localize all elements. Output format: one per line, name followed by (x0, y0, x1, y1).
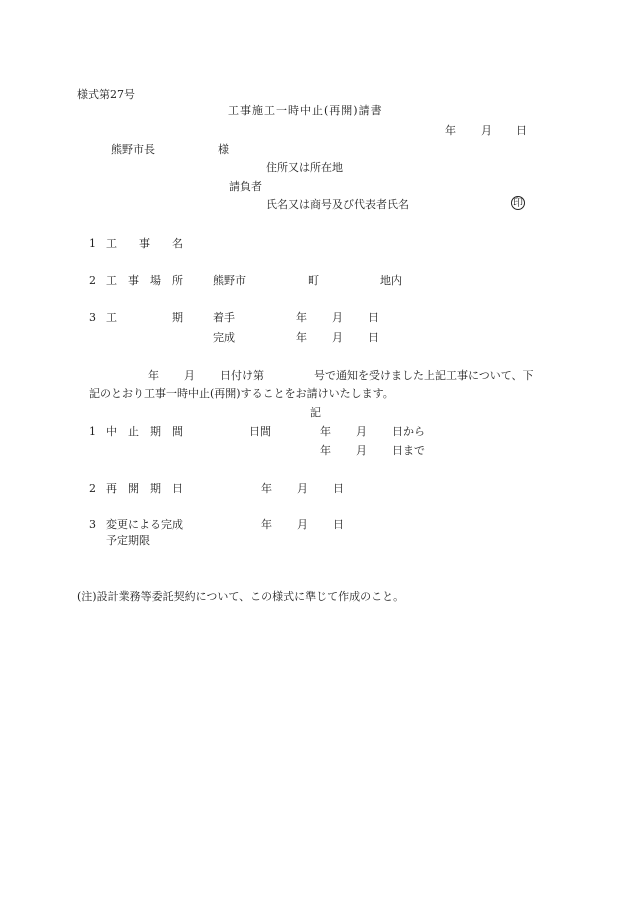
detail-label-resume-date: 再 開 期 日 (106, 482, 183, 495)
suspension-days: 日間 (249, 425, 271, 438)
notice-text-line2: 記のとおり工事一時中止(再開)することをお請けいたします。 (89, 387, 394, 400)
resume-day: 日 (333, 482, 344, 495)
start-year: 年 (296, 311, 307, 324)
addressee-honorific: 様 (218, 143, 229, 156)
date-year: 年 (445, 124, 456, 137)
end-day: 日 (368, 331, 379, 344)
form-number: 様式第27号 (77, 88, 135, 101)
site-town: 町 (308, 274, 319, 287)
date-month: 月 (481, 124, 492, 137)
from-day: 日から (392, 425, 425, 438)
addressee-name: 熊野市長 (111, 143, 155, 156)
item-number: 3 (89, 311, 96, 324)
detail-label-completion: 変更による完成 (106, 518, 183, 531)
completion-month: 月 (297, 518, 308, 531)
site-area: 地内 (380, 274, 402, 287)
item-label-construction-site: 工 事 場 所 (106, 274, 183, 287)
notice-date-label: 日付け第 (220, 369, 264, 382)
contractor-role-label: 請負者 (229, 180, 262, 193)
ki-heading: 記 (310, 406, 321, 419)
from-month: 月 (356, 425, 367, 438)
contractor-address-label: 住所又は所在地 (266, 161, 343, 174)
notice-text-line1: 号で通知を受けました上記工事について、下 (314, 369, 534, 382)
footnote: (注)設計業務等委託契約について、この様式に準じて作成のこと。 (77, 590, 405, 603)
item-number: 1 (89, 237, 96, 250)
period-start-label: 着手 (213, 311, 235, 324)
detail-number: 2 (89, 482, 96, 495)
detail-number: 3 (89, 518, 96, 531)
item-label-period: 工 期 (106, 311, 183, 324)
resume-month: 月 (297, 482, 308, 495)
contractor-name-label: 氏名又は商号及び代表者氏名 (266, 198, 409, 211)
site-city: 熊野市 (213, 274, 246, 287)
item-label-construction-name: 工 事 名 (106, 237, 183, 250)
completion-day: 日 (333, 518, 344, 531)
until-month: 月 (356, 444, 367, 457)
detail-number: 1 (89, 425, 96, 438)
period-end-label: 完成 (213, 331, 235, 344)
seal-stamp: 印 (513, 198, 523, 209)
detail-label-suspension-period: 中 止 期 間 (106, 425, 183, 438)
detail-label-completion-deadline: 予定期限 (106, 534, 150, 547)
from-year: 年 (320, 425, 331, 438)
until-year: 年 (320, 444, 331, 457)
date-day: 日 (516, 124, 527, 137)
notice-year: 年 (148, 369, 159, 382)
until-day: 日まで (392, 444, 425, 457)
completion-year: 年 (261, 518, 272, 531)
document-title: 工事施工一時中止(再開)請書 (228, 104, 383, 117)
start-day: 日 (368, 311, 379, 324)
end-year: 年 (296, 331, 307, 344)
item-number: 2 (89, 274, 96, 287)
start-month: 月 (332, 311, 343, 324)
end-month: 月 (332, 331, 343, 344)
notice-month: 月 (184, 369, 195, 382)
resume-year: 年 (261, 482, 272, 495)
